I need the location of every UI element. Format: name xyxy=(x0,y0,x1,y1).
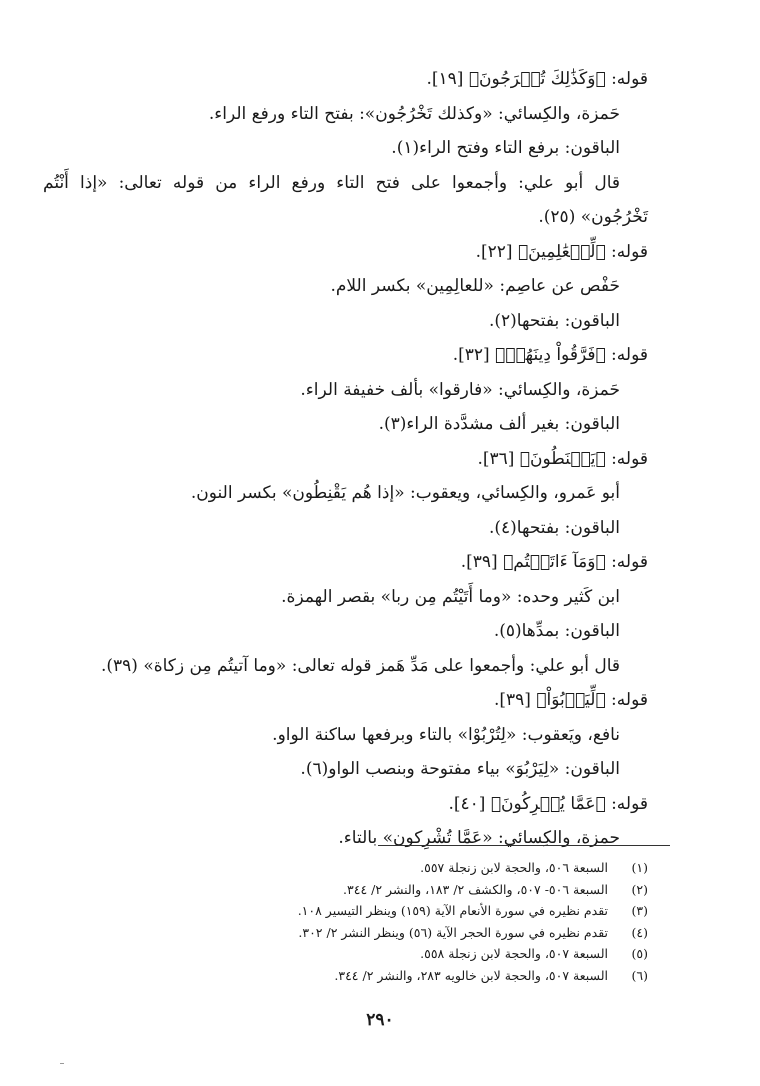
scan-mark xyxy=(60,1063,64,1064)
footnote xyxy=(108,879,648,901)
footnote xyxy=(108,900,648,922)
footnote-number: (١) xyxy=(631,860,648,875)
reading-line: ابن كَثير وحده: «وما أَتَيْتُم مِن ربا» بقصر الهمزة. xyxy=(281,586,620,607)
reading-line: الباقون: برفع التاء وفتح الراء(١). xyxy=(391,138,620,158)
footnote-number: (٦) xyxy=(631,967,648,983)
footnotes xyxy=(108,857,648,986)
reading-line: حَفْص عن عاصِم: «للعالِمِين» بكسر اللام. xyxy=(330,276,620,296)
reading-line: الباقون: بمدِّها(٥). xyxy=(493,621,620,641)
verse-heading: قوله: ﴿يَقۡنَطُونَ﴾ [٣٦]. xyxy=(477,448,648,469)
footnote-text: السبعة ٥٠٧، والحجة لابن خالويه ٢٨٣، والنشر ٢/ ٣٤٤. xyxy=(334,967,608,983)
footnote-number: (٤) xyxy=(631,924,648,940)
verse-heading: قوله: ﴿فَرَّقُواْ دِينَهُمۡ﴾ [٣٢]. xyxy=(452,345,648,365)
reading-line: أبو عَمرو، والكِسائي، ويعقوب: «إذا هُم يَقْنِطُون» بكسر النون. xyxy=(190,483,620,503)
footnote xyxy=(108,922,648,944)
footnote-text: السبعة ٥٠٦، والحجة لابن زنجلة ٥٥٧. xyxy=(420,860,608,875)
verse-heading: قوله: ﴿لِّيَرۡبُوَاْ﴾ [٣٩]. xyxy=(493,690,648,710)
footnote-text: تقدم نظيره في سورة الحجر الآية (٥٦) وينظر النشر ٢/ ٣٠٢. xyxy=(298,924,608,940)
reading-line: الباقون: بغير ألف مشدَّدة الراء(٣). xyxy=(378,414,620,434)
reading-line: حَمزة، والكِسائي: «وكذلك تَخْرُجُون»: بفتح التاء ورفع الراء. xyxy=(208,103,620,124)
footnote-text: السبعة ٥٠٦- ٥٠٧، والكشف ٢/ ١٨٣، والنشر ٢/ ٣٤٤. xyxy=(343,881,608,897)
commentary-line: قال أبو علي: وأجمعوا على فتح التاء ورفع الراء من قوله تعالى: «إذا أَنْتُم xyxy=(43,172,620,193)
reading-line: حمزة، والكِسائي: «عَمَّا تُشْرِكون» بالتاء. xyxy=(338,828,620,848)
reading-line: الباقون: بفتحها(٤). xyxy=(488,517,620,538)
commentary-line: قال أبو علي: وأجمعوا على مَدِّ هَمز قوله تعالى: «وما آتيتُم مِن زكاة» (٣٩). xyxy=(100,655,620,676)
page-number: ٢٩٠ xyxy=(366,1010,394,1030)
footnote xyxy=(108,857,648,879)
verse-heading: قوله: ﴿لِّلۡعَٰلِمِينَ﴾ [٢٢]. xyxy=(475,241,648,262)
reading-line: نافع، ويَعقوب: «لِتُرْبُوْا» بالتاء وبرفعها ساكنة الواو. xyxy=(272,724,620,745)
verse-heading: قوله: ﴿وَمَآ ءَاتَيۡتُم﴾ [٣٩]. xyxy=(460,552,648,572)
verse-heading: قوله: ﴿وَكَذَٰلِكَ تُخۡرَجُونَ﴾ [١٩]. xyxy=(426,69,648,89)
verse-heading: قوله: ﴿عَمَّا يُشۡرِكُونَ﴾ [٤٠]. xyxy=(448,793,648,814)
footnote-number: (٥) xyxy=(631,946,648,961)
reading-line: الباقون: «لِيَرْبُوَ» بياء مفتوحة وبنصب الواو(٦). xyxy=(300,759,620,779)
reading-line: حَمزة، والكِسائي: «فارقوا» بألف خفيفة الراء. xyxy=(300,379,620,400)
footnote-divider xyxy=(378,845,670,846)
commentary-line-continued: تَخْرُجُون» (٢٥). xyxy=(538,207,648,227)
footnote-text: السبعة ٥٠٧، والحجة لابن زنجلة ٥٥٨. xyxy=(420,946,608,961)
footnote xyxy=(108,965,648,987)
reading-line: الباقون: بفتحها(٢). xyxy=(488,310,620,331)
footnote xyxy=(108,943,648,965)
footnote-number: (٣) xyxy=(631,903,648,918)
main-text xyxy=(43,62,648,856)
footnote-number: (٢) xyxy=(631,881,648,897)
footnote-text: تقدم نظيره في سورة الأنعام الآية (١٥٩) وينظر التيسير ١٠٨. xyxy=(297,903,608,918)
